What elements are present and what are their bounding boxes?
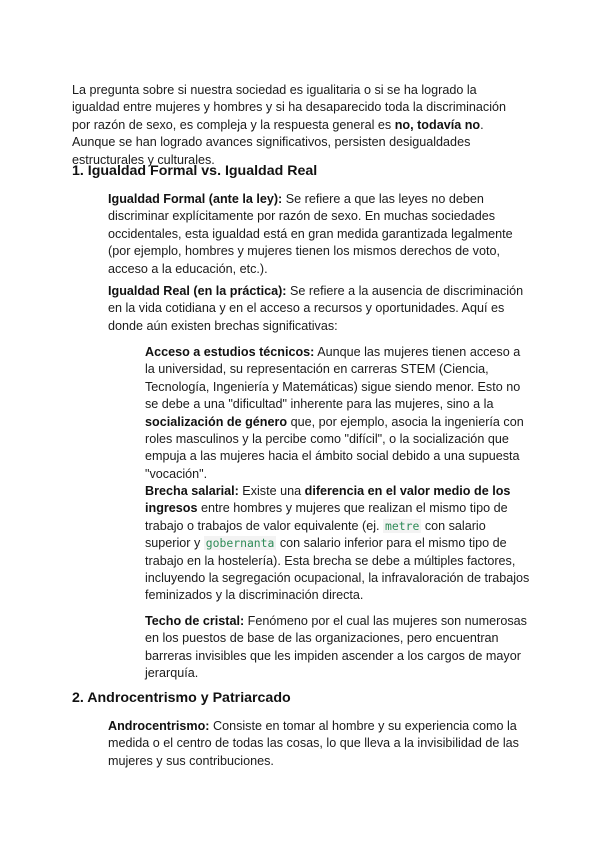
- igualdad-real-text: Se refiere a la ausencia de discriminación en la vida cotidiana y en el acceso a recursos y oportunidades. Aquí es donde aún existen brechas significativas:: [108, 284, 524, 333]
- brecha-salarial-term: Brecha salarial:: [145, 484, 239, 498]
- intro-text-end: . Aunque se han logrado avances significativos, persisten desigualdades estructurales y culturales.: [72, 117, 484, 167]
- androcentrismo-text: Consiste en tomar al hombre y su experiencia como la medida o el centro de todas las cosas, lo que lleva a la invisibilidad de las mujeres y sus contribuciones.: [108, 719, 519, 768]
- code-gobernanta: gobernanta: [205, 536, 275, 551]
- section-2-heading: 2. Androcentrismo y Patriarcado: [72, 690, 291, 706]
- socializacion-genero-bold: socialización de género: [145, 414, 288, 429]
- techo-cristal-paragraph: [145, 613, 530, 683]
- acceso-estudios-text-a: Aunque las mujeres tienen acceso a la universidad, su representación en carreras STEM (Ciencia, Tecnología, Ingeniería y Matemáticas) sigue siendo menor. Esto no se debe a una "dificultad" inherente para las mujeres, sino a la: [145, 345, 521, 412]
- brecha-bold-phrase: diferencia en el valor medio de los ingresos: [145, 484, 511, 516]
- igualdad-real-paragraph: [108, 283, 528, 335]
- acceso-estudios-term: Acceso a estudios técnicos:: [145, 345, 315, 359]
- acceso-estudios-paragraph: [145, 344, 530, 483]
- androcentrismo-term: Androcentrismo:: [108, 719, 210, 733]
- brecha-salarial-paragraph: [145, 483, 530, 605]
- brecha-text-b: entre hombres y mujeres que realizan el mismo tipo de trabajo o trabajos de valor equivalente (ej.: [145, 501, 508, 533]
- igualdad-formal-text: Se refiere a que las leyes no deben discriminar explícitamente por razón de sexo. En muchas sociedades occidentales, esta igualdad está en gran medida garantizada legalmente (por ejemplo, hombres y mujeres tienen los mismos derechos de voto, acceso a la educación, etc.).: [108, 192, 513, 276]
- brecha-text-d: con salario inferior para el mismo tipo de trabajo en la hostelería). Esta brecha se debe a múltiples factores, incluyendo la segregación ocupacional, la infravaloración de trabajos feminizados y la discriminación directa.: [145, 536, 530, 603]
- code-metre: metre: [385, 518, 420, 533]
- igualdad-real-term: Igualdad Real (en la práctica):: [108, 284, 287, 298]
- intro-bold-answer: no, todavía no: [394, 117, 481, 132]
- brecha-text-c: con salario superior y: [145, 518, 486, 551]
- acceso-estudios-text-b: que, por ejemplo, asocia la ingeniería con roles masculinos y la percibe como "difícil", o la socialización que empuja a las mujeres hacia el ámbito social debido a una supuesta "vocación".: [145, 414, 524, 481]
- androcentrismo-paragraph: [108, 718, 528, 770]
- intro-paragraph: [72, 82, 522, 169]
- techo-cristal-text: Fenómeno por el cual las mujeres son numerosas en los puestos de base de las organizaciones, pero encuentran barreras invisibles que les impiden ascender a los cargos de mayor jerarquía.: [145, 614, 527, 681]
- brecha-text-a: Existe una: [238, 484, 305, 498]
- intro-text-start: La pregunta sobre si nuestra sociedad es igualitaria o si se ha logrado la igualdad entre mujeres y hombres y si ha desaparecido toda la discriminación por razón de sexo, es compleja y la respuesta general es: [72, 83, 507, 132]
- section-1-heading: 1. Igualdad Formal vs. Igualdad Real: [72, 163, 318, 179]
- techo-cristal-term: Techo de cristal:: [145, 614, 245, 628]
- igualdad-formal-paragraph: [108, 191, 528, 278]
- igualdad-formal-term: Igualdad Formal (ante la ley):: [108, 192, 283, 206]
